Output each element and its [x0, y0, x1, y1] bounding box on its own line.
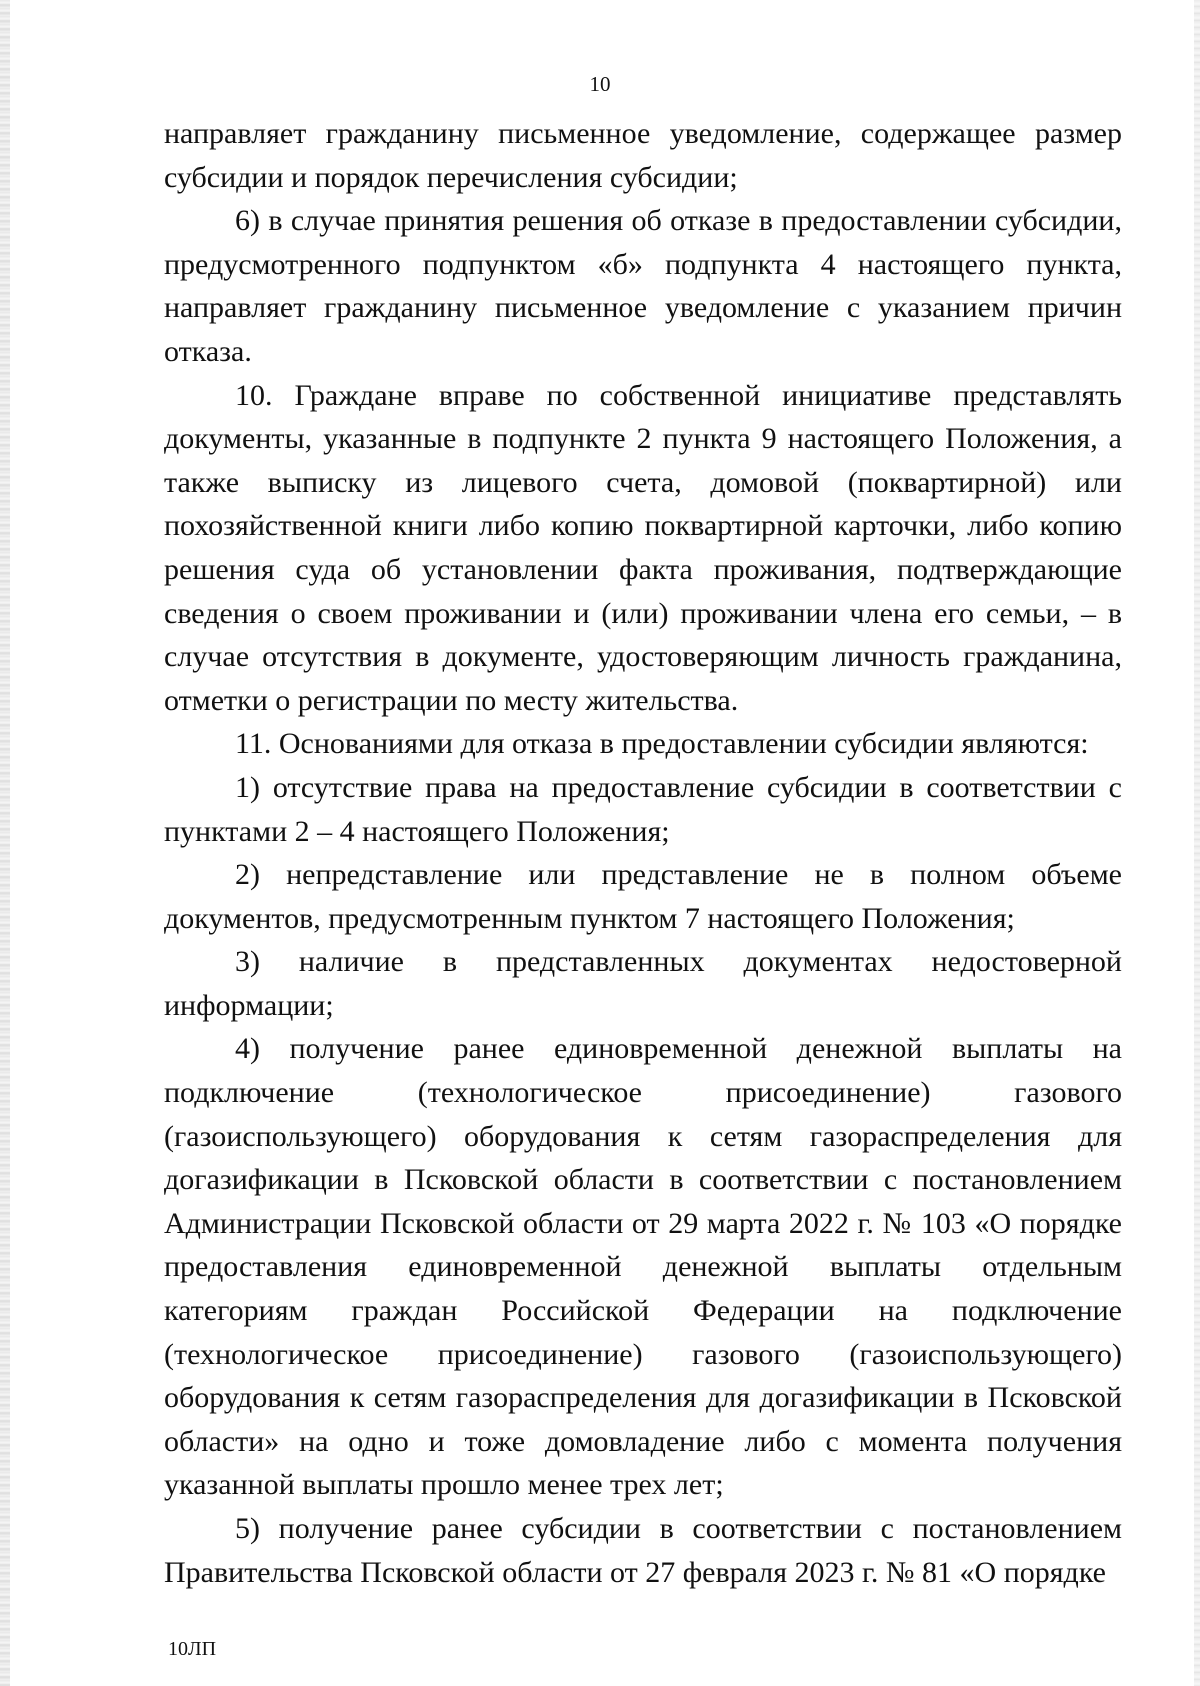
paragraph-reason-4: 4) получение ранее единовременной денежной выплаты на подключение (технологическое присоединение) газового (газоиспользующего) оборудования к сетям газораспределения для догазификации в Псковской области в соответствии с постановлением Администрации Псковской области от 29 марта 2022 г. № 103 «О порядке предоставления единовременной денежной выплаты отдельным категориям граждан Российской Федерации на подключение (технологическое присоединение) газового (газоиспользующего) оборудования к сетям газораспределения для догазификации в Псковской области» на одно и тоже домовладение либо с момента получения указанной выплаты прошло менее трех лет;	[164, 1032, 1122, 1502]
paragraph-reason-5: 5) получение ранее субсидии в соответствии с постановлением Правительства Псковской области от 27 февраля 2023 г. № 81 «О порядке	[164, 1512, 1122, 1589]
scan-edge-right	[1194, 0, 1200, 1686]
paragraph-point-10: 10. Граждане вправе по собственной инициативе представлять документы, указанные в подпункте 2 пункта 9 настоящего Положения, а также выписку из лицевого счета, домовой (поквартирной) или похозяйственной книги либо копию поквартирной карточки, либо копию решения суда об установлении факта проживания, подтверждающие сведения о своем проживании и (или) проживании члена его семьи, – в случае отсутствия в документе, удостоверяющим личность гражданина, отметки о регистрации по месту жительства.	[164, 378, 1122, 717]
paragraph-item-6: 6) в случае принятия решения об отказе в предоставлении субсидии, предусмотренного подпунктом «б» подпункта 4 настоящего пункта, направляет гражданину письменное уведомление с указанием причин отказа.	[164, 204, 1122, 368]
paragraph-reason-2: 2) непредставление или представление не в полном объеме документов, предусмотренным пунктом 7 настоящего Положения;	[164, 858, 1122, 935]
paragraph-continuation: направляет гражданину письменное уведомление, содержащее размер субсидии и порядок перечисления субсидии;	[164, 117, 1122, 194]
paragraph-point-11: 11. Основаниями для отказа в предоставлении субсидии являются:	[235, 727, 1089, 761]
document-footer-code: 10ЛП	[168, 1638, 217, 1660]
scan-edge-left	[0, 0, 10, 1686]
paragraph-reason-1: 1) отсутствие права на предоставление субсидии в соответствии с пунктами 2 – 4 настоящего Положения;	[164, 770, 1122, 848]
document-body	[164, 112, 1122, 1594]
paragraph-reason-3: 3) наличие в представленных документах недостоверной информации;	[164, 945, 1122, 1022]
page-number: 10	[589, 72, 611, 96]
